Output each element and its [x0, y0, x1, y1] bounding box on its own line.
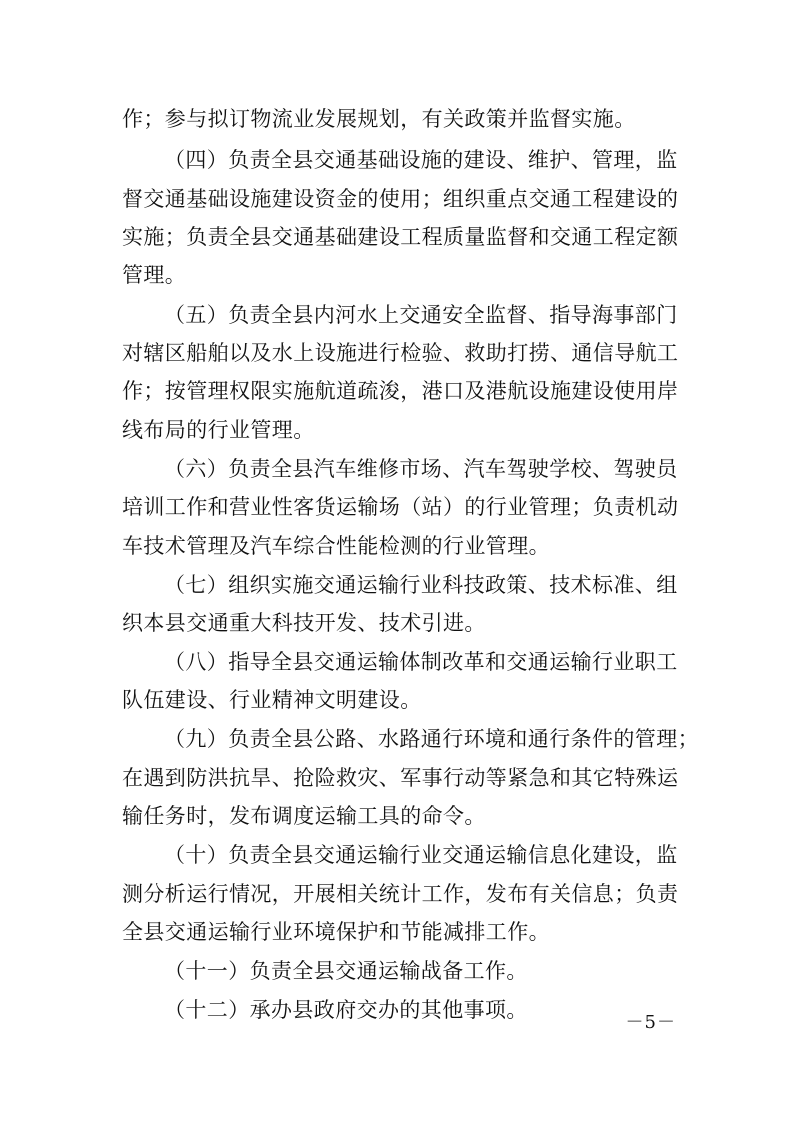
- text-line: （七）组织实施交通运输行业科技政策、技术标准、组: [164, 573, 678, 597]
- text-line: 织本县交通重大科技开发、技术引进。: [122, 611, 486, 635]
- text-line: 在遇到防洪抗旱、抢险救灾、军事行动等紧急和其它特殊运: [122, 766, 679, 790]
- text-line: （九）负责全县公路、水路通行环境和通行条件的管理；: [164, 727, 699, 751]
- text-line: 队伍建设、行业精神文明建设。: [122, 688, 422, 712]
- text-line: 作；参与拟订物流业发展规划，有关政策并监督实施。: [122, 107, 636, 131]
- text-line: （八）指导全县交通运输体制改革和交通运输行业职工: [164, 650, 678, 674]
- text-line: 培训工作和营业性客货运输场（站）的行业管理；负责机动: [122, 495, 679, 519]
- text-line: （十一）负责全县交通运输战备工作。: [164, 959, 528, 983]
- text-line: （十）负责全县交通运输行业交通运输信息化建设，监: [164, 843, 678, 867]
- text-line: 输任务时，发布调度运输工具的命令。: [122, 804, 486, 828]
- text-line: （五）负责全县内河水上交通安全监督、指导海事部门: [164, 303, 678, 327]
- text-line: 督交通基础设施建设资金的使用；组织重点交通工程建设的: [122, 187, 679, 211]
- text-line: 测分析运行情况，开展相关统计工作，发布有关信息；负责: [122, 882, 679, 906]
- text-line: 全县交通运输行业环境保护和节能减排工作。: [122, 920, 550, 944]
- page-number: －5－: [625, 1012, 676, 1033]
- text-line: 管理。: [122, 263, 187, 287]
- text-line: 对辖区船舶以及水上设施进行检验、救助打捞、通信导航工: [122, 341, 679, 365]
- text-line: （六）负责全县汽车维修市场、汽车驾驶学校、驾驶员: [164, 457, 678, 481]
- text-line: 作；按管理权限实施航道疏浚，港口及港航设施建设使用岸: [122, 379, 679, 403]
- text-line: （十二）承办县政府交办的其他事项。: [164, 998, 528, 1022]
- text-line: 车技术管理及汽车综合性能检测的行业管理。: [122, 534, 550, 558]
- text-line: 线布局的行业管理。: [122, 418, 315, 442]
- text-line: （四）负责全县交通基础设施的建设、维护、管理，监: [164, 148, 678, 172]
- text-line: 实施；负责全县交通基础建设工程质量监督和交通工程定额: [122, 225, 679, 249]
